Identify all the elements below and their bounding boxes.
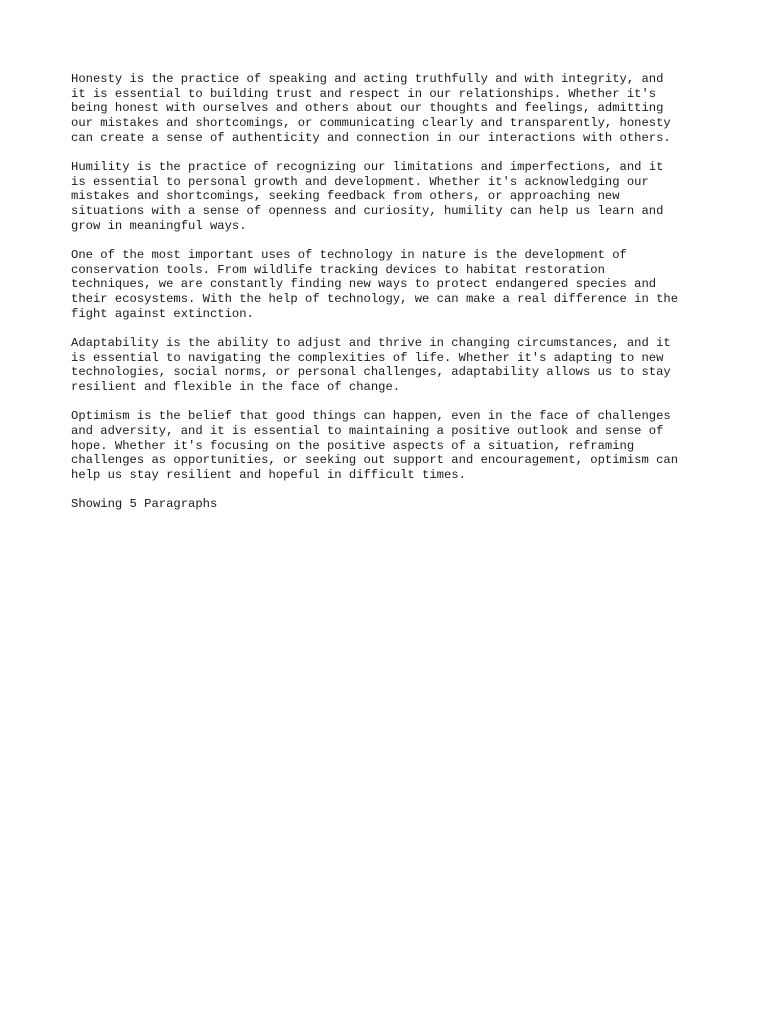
- document-body: [71, 72, 711, 512]
- paragraph-honesty: Honesty is the practice of speaking and acting truthfully and with integrity, and it is essential to building trust and respect in our relationships. Whether it's being honest with ourselves and others about our thoughts and feelings, admitting our mistakes and shortcomings, or communicating clearly and transparently, honesty can create a sense of authenticity and connection in our interactions with others.: [71, 72, 671, 145]
- paragraph-optimism: Optimism is the belief that good things can happen, even in the face of challenges and adversity, and it is essential to maintaining a positive outlook and sense of hope. Whether it's focusing on the positive aspects of a situation, reframing challenges as opportunities, or seeking out support and encouragement, optimism can help us stay resilient and hopeful in difficult times.: [71, 409, 679, 483]
- paragraph-count-status: Showing 5 Paragraphs: [71, 497, 218, 512]
- paragraph-humility: Humility is the practice of recognizing our limitations and imperfections, and it is essential to personal growth and development. Whether it's acknowledging our mistakes and shortcomings, seeking feedback from others, or approaching new situations with a sense of openness and curiosity, humility can help us learn and grow in meaningful ways.: [71, 160, 664, 233]
- paragraph-technology: One of the most important uses of technology in nature is the development of conservation tools. From wildlife tracking devices to habitat restoration techniques, we are constantly finding new ways to protect endangered species and their ecosystems. With the help of technology, we can make a real difference in the fight against extinction.: [71, 248, 679, 321]
- paragraph-adaptability: Adaptability is the ability to adjust and thrive in changing circumstances, and it is essential to navigating the complexities of life. Whether it's adapting to new technologies, social norms, or personal challenges, adaptability allows us to stay resilient and flexible in the face of change.: [71, 336, 671, 395]
